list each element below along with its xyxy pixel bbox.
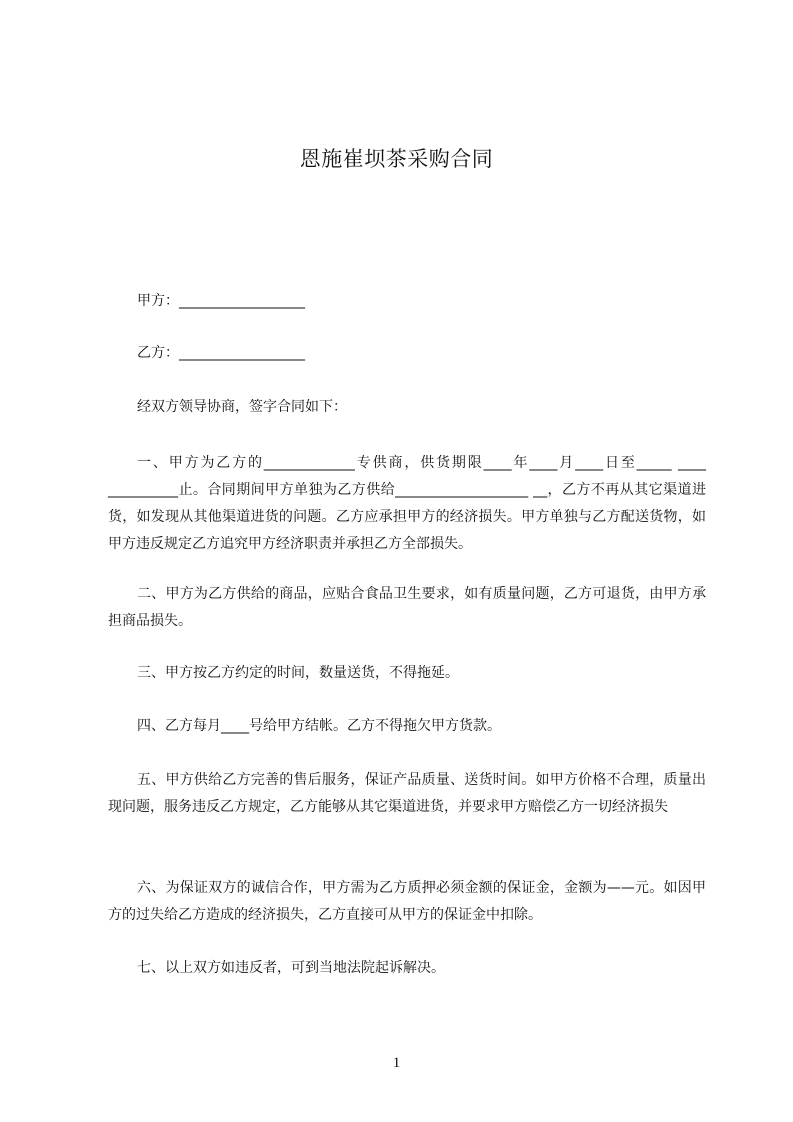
clause-6: 六、为保证双方的诚信合作，甲方需为乙方质押必须金额的保证金，金额为——元。如因甲方的过失给乙方造成的经济损失，乙方直接可从甲方的保证金中扣除。 (108, 880, 706, 923)
document-title: 恩施崔坝茶采购合同 (299, 147, 494, 171)
clause-2: 二、甲方为乙方供给的商品，应贴合食品卫生要求，如有质量问题，乙方可退货，由甲方承担商品损失。 (108, 586, 706, 629)
clause-7: 七、以上双方如违反者，可到当地法院起诉解决。 (137, 960, 445, 976)
party-b-line: 乙方：__________________ (137, 345, 305, 361)
party-a-line: 甲方：__________________ (137, 293, 305, 309)
clause-3: 三、甲方按乙方约定的时间，数量送货，不得拖延。 (137, 665, 459, 681)
clause-4: 四、乙方每月____号给甲方结帐。乙方不得拖欠甲方货款。 (137, 718, 501, 734)
clause-1: 一、甲方为乙方的_____________专供商，供货期限____年____月____日至_____ ____ __________止。合同期间甲方单独为乙方供给___________________ __，乙方不再从其它渠道进货，如发现从其他渠道进货的问题。乙方应承担甲方的经济损失。甲方单独与乙方配送货物，如甲方违反规定乙方追究甲方经济职责并承担乙方全部损失。 (108, 455, 711, 552)
clause-5: 五、甲方供给乙方完善的售后服务，保证产品质量、送货时间。如甲方价格不合理，质量出现问题，服务违反乙方规定，乙方能够从其它渠道进货，并要求甲方赔偿乙方一切经济损失 (108, 772, 706, 815)
page-number: 1 (392, 1055, 401, 1071)
intro-paragraph: 经双方领导协商，签字合同如下： (137, 399, 347, 415)
